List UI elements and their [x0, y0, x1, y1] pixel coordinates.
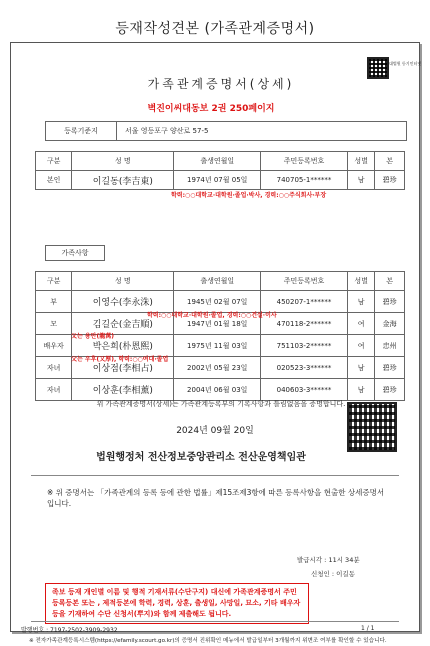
statement-text: 위 가족관계증명서(상세)는 가족관계등록부의 기록사항과 틀림없음을 증명합니다.: [96, 400, 346, 408]
header-birth: 출생연월일: [174, 152, 261, 171]
header-sex: 성별: [347, 272, 374, 291]
header-rrn: 주민등록번호: [261, 272, 348, 291]
cell-gubun: 모: [36, 313, 72, 335]
cell-bon: 碧珍: [375, 291, 405, 313]
divider: [31, 621, 399, 622]
spouse-note: 父는 우후(又厚), 학력:○○여대·졸업: [71, 356, 169, 363]
cell-name: 이상점(李相占): [72, 357, 174, 379]
cell-gubun: 부: [36, 291, 72, 313]
cell-sex: 남: [347, 171, 374, 190]
document-title: 가족관계증명서(상세): [147, 77, 295, 91]
header-bon: 본: [375, 272, 405, 291]
reg-label: 등록기준지: [46, 122, 117, 140]
bottom-note: ※ 전자가족관계등록시스템(https://efamily.scourt.go.kr)의 증명서 진위확인 메뉴에서 발급일부터 3개월까지 위변조 여부를 확인할 수 있습니다.: [29, 638, 387, 644]
cell-rrn: 740705-1******: [261, 171, 348, 190]
header-row: [36, 272, 405, 291]
divider: [31, 475, 399, 476]
cell-bon: 金海: [375, 313, 405, 335]
table-row: [36, 379, 405, 401]
cell-name: 이상훈(李相薰): [72, 379, 174, 401]
header-bon: 본: [375, 152, 405, 171]
cell-name: 박은희(朴恩熙): [72, 335, 174, 357]
cell-gubun: 자녀: [36, 379, 72, 401]
header-gubun: 구분: [36, 152, 72, 171]
cell-gubun: 자녀: [36, 357, 72, 379]
cell-name: 김길순(金吉順): [72, 313, 174, 335]
cell-name: 이길동(李吉東): [72, 171, 174, 190]
cell-sex: 여: [347, 335, 374, 357]
top-qr-block: [367, 57, 422, 85]
issue-number: 발행번호 : 7197-2502-3909-2932: [21, 627, 118, 634]
cell-name: 이영수(李永洙): [72, 291, 174, 313]
footnote: ※ 위 증명서는 「가족관계의 등록 등에 관한 법률」제15조제3항에 따른 등록사항을 현출한 상세증명서입니다.: [47, 488, 385, 508]
red-notice-box: 족보 등재 개인별 이름 및 행적 기재서류(수단구지) 대신에 가족관계증명서 주민등록등본 또는 , 제적등본에 학력, 경력, 상훈, 출생일, 사망일, 묘소, 기타 배우자 등을 기재하여 수단 신청서(뿌지)와 함께 제출해도 됩니다.: [45, 583, 309, 624]
cell-sex: 남: [347, 357, 374, 379]
page-title: 등재작성견본 (가족관계증명서): [115, 21, 315, 37]
mother-note: 父는 용만(龍萬): [71, 333, 114, 340]
issue-date: 2024년 09월 20일: [176, 426, 254, 436]
issue-time: 발급시각 : 11시 34분: [297, 556, 360, 564]
issuer-name: 법원행정처 전산정보중앙관리소 전산운영책임관: [96, 452, 306, 463]
cell-birth: 1947년 01월 18일: [174, 313, 261, 335]
header-rrn: 주민등록번호: [261, 152, 348, 171]
cell-rrn: 751103-2******: [261, 335, 348, 357]
certificate-frame: [10, 42, 422, 644]
header-birth: 출생연월일: [174, 272, 261, 291]
cell-sex: 남: [347, 379, 374, 401]
table-row: [36, 171, 405, 190]
qr-code-icon: [347, 402, 397, 452]
cell-sex: 남: [347, 291, 374, 313]
reg-value: 서울 영등포구 양산로 57-5: [125, 127, 209, 135]
header-gubun: 구분: [36, 272, 72, 291]
cell-rrn: 020523-3******: [261, 357, 348, 379]
cell-birth: 1974년 07월 05일: [174, 171, 261, 190]
cell-rrn: 470118-2******: [261, 313, 348, 335]
self-table: [35, 151, 405, 190]
cell-bon: 碧珍: [375, 357, 405, 379]
cell-birth: 2002년 05월 23일: [174, 357, 261, 379]
family-label: 가족사항: [45, 245, 105, 261]
self-note: 학력:○○대학교·대학원·졸업·박사, 경력:○○주식회사·부장: [171, 192, 327, 199]
father-note: 학력:○○대학교·대학원·졸업, 경력:○○건설·이사: [147, 312, 277, 319]
cell-birth: 2004년 06월 03일: [174, 379, 261, 401]
cell-bon: 碧珍: [375, 171, 405, 190]
page-number: 1 / 1: [361, 625, 375, 632]
cell-rrn: 450207-1******: [261, 291, 348, 313]
cell-gubun: 본인: [36, 171, 72, 190]
cell-birth: 1975년 11월 03일: [174, 335, 261, 357]
handwritten-subtitle: 벽진이씨대동보 2권 250페이지: [147, 104, 275, 114]
qr-label: 대법원 등기인터넷: [389, 61, 422, 66]
cell-gubun: 배우자: [36, 335, 72, 357]
header-sex: 성별: [347, 152, 374, 171]
applicant: 신청인 : 이길동: [311, 570, 355, 578]
cell-bon: 忠州: [375, 335, 405, 357]
cell-bon: 碧珍: [375, 379, 405, 401]
cell-birth: 1945년 02월 07일: [174, 291, 261, 313]
cell-rrn: 040603-3******: [261, 379, 348, 401]
cell-sex: 여: [347, 313, 374, 335]
registration-row: [45, 121, 407, 141]
header-name: 성 명: [72, 152, 174, 171]
header-name: 성 명: [72, 272, 174, 291]
header-row: [36, 152, 405, 171]
